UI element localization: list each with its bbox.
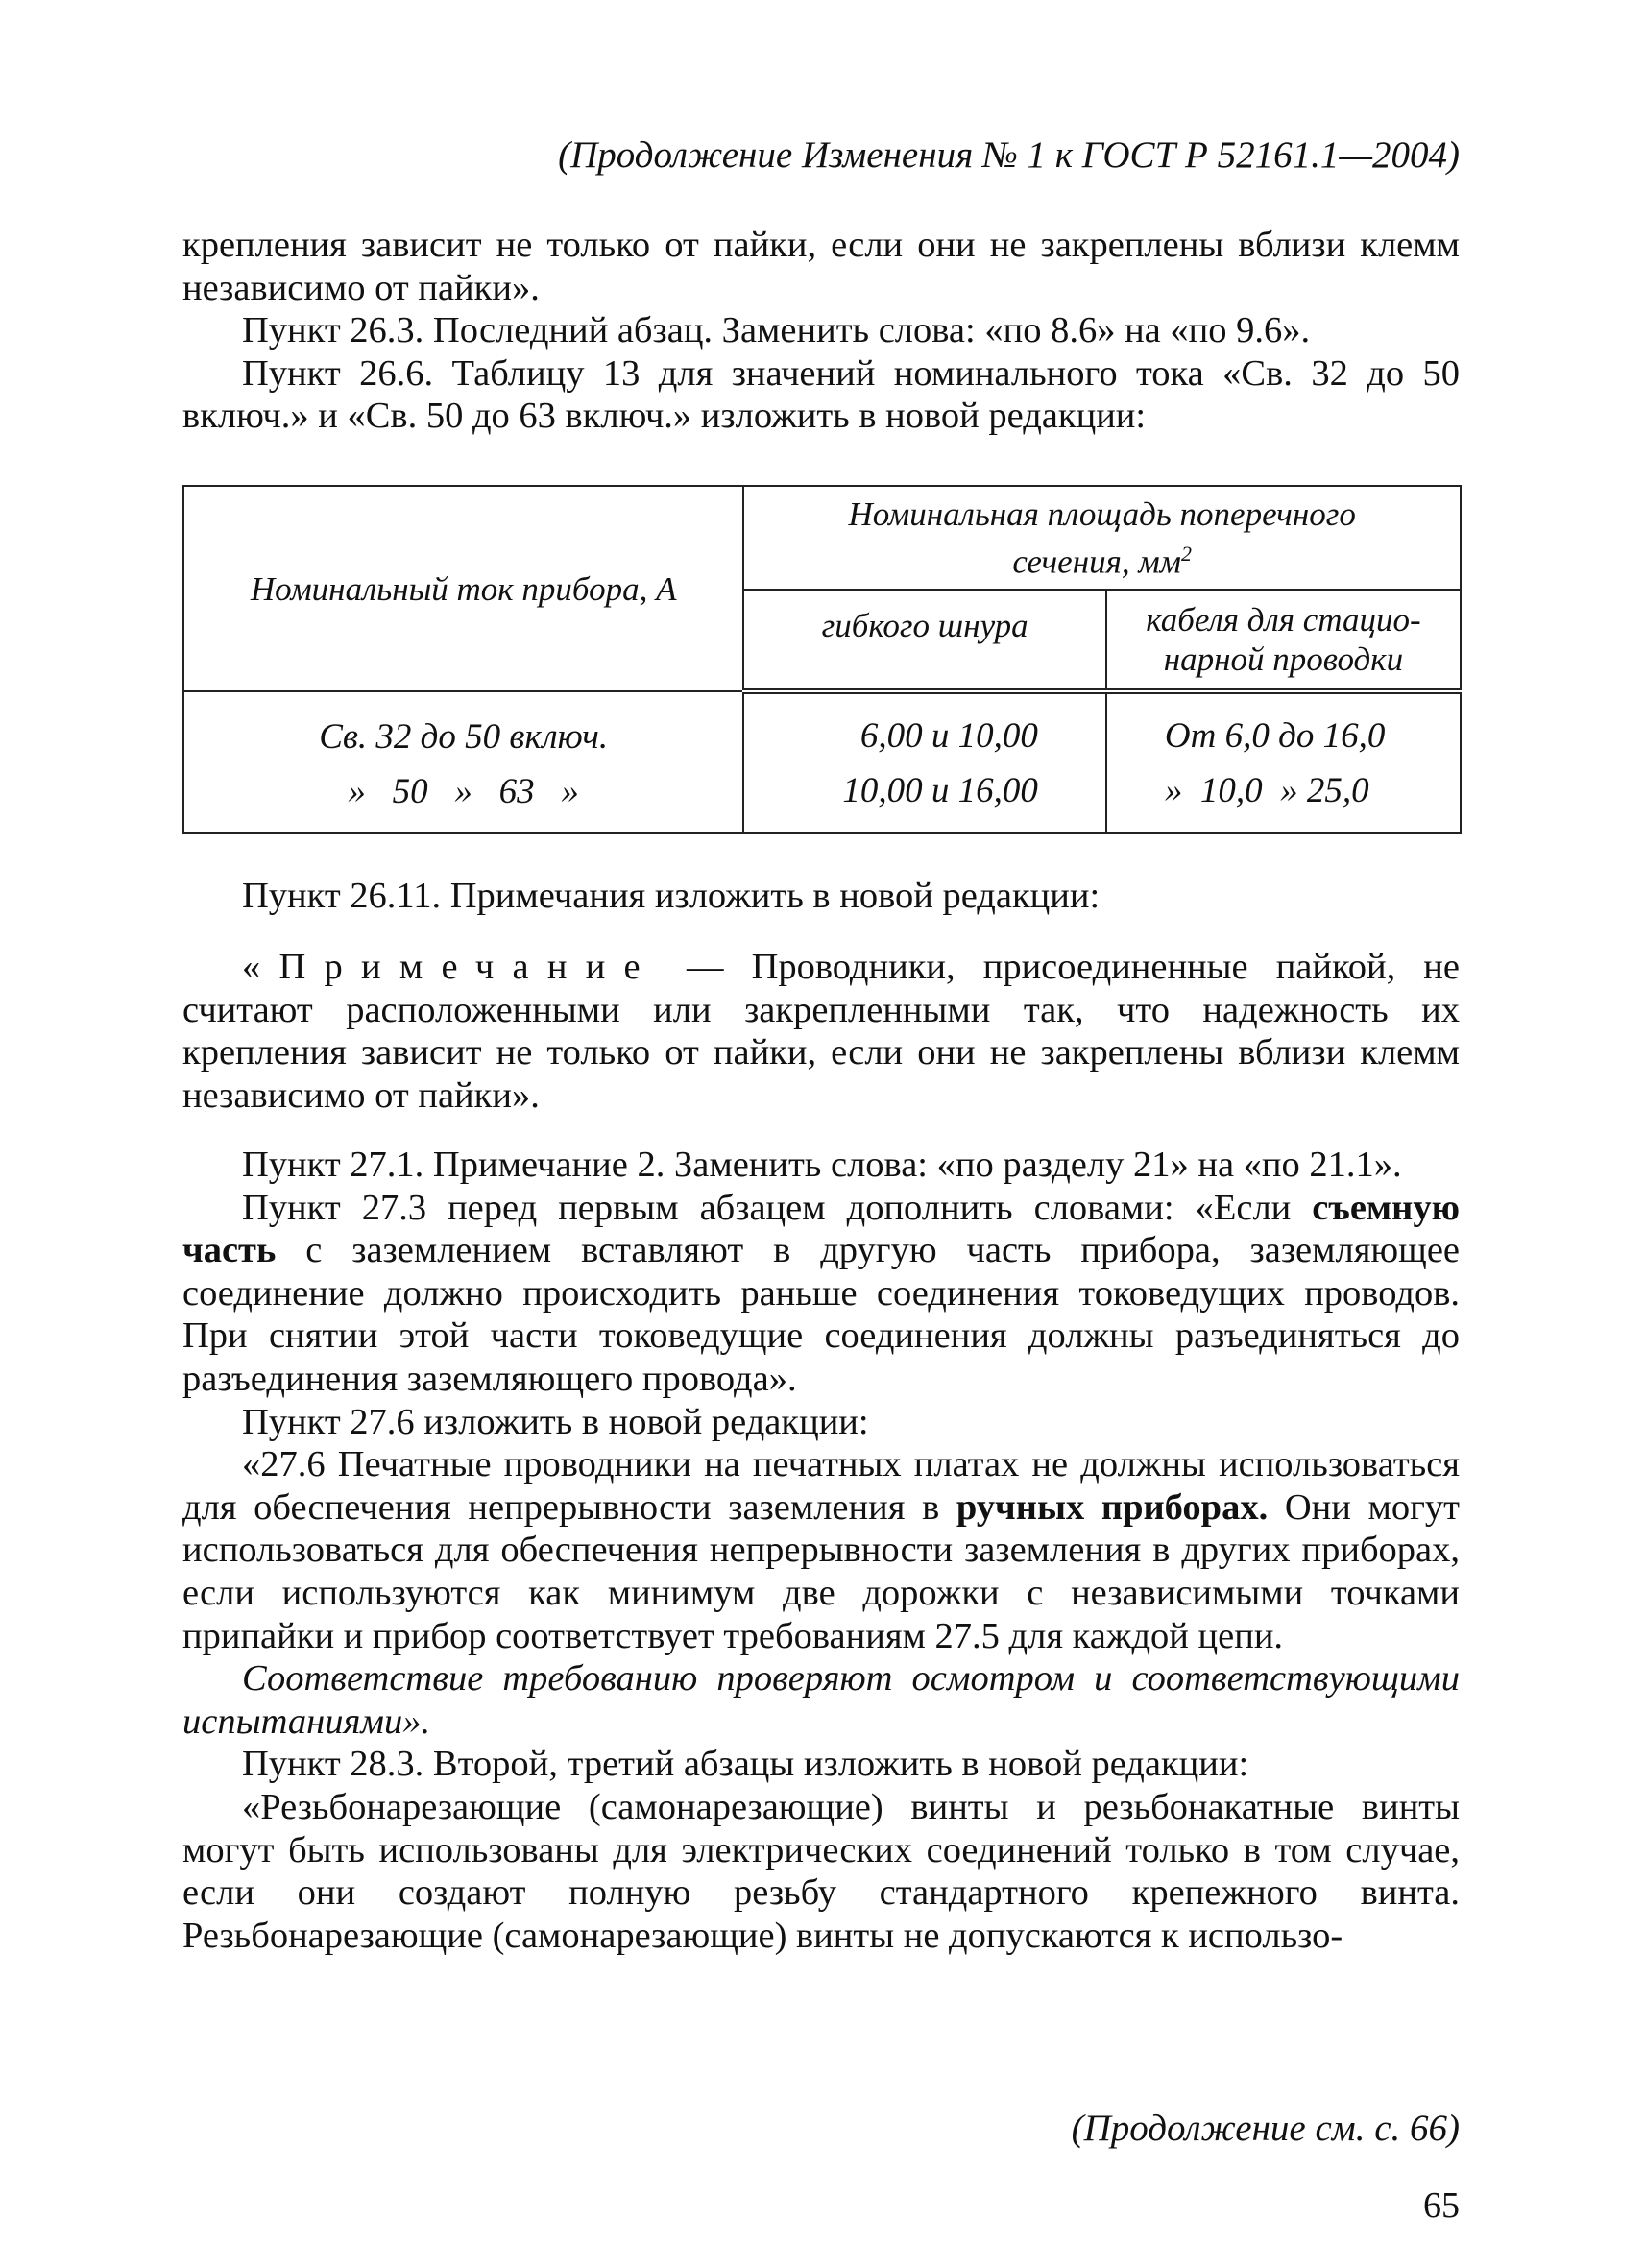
rows-cord <box>743 691 1106 833</box>
clause-26-3: Пункт 26.3. Последний абзац. Заменить слова: «по 8.6» на «по 9.6». <box>242 310 1311 351</box>
continuation-footer: (Продолжение см. с. 66) <box>1071 2108 1460 2149</box>
table-cell: » 10,0 » 25,0 <box>1164 771 1369 810</box>
table-13 <box>182 485 1462 834</box>
table-cell: От 6,0 до 16,0 <box>1164 716 1386 756</box>
clause-27-3: Пункт 27.3 перед первым абзацем дополнить словами: «Если съемную часть с заземлением вставляют в другую часть прибора, заземляющее соединение должно происходить раньше соединения токоведущих проводов. При снятии этой части токоведущие соединения должны разъединяться до разъединения заземляющего провода». <box>182 1187 1460 1399</box>
table-cell: Св. 32 до 50 включ. <box>319 717 609 757</box>
rows-cable <box>1106 691 1461 833</box>
col-header-cable: кабеля для стацио- нарной проводки <box>1106 590 1461 691</box>
rows-current <box>183 691 743 833</box>
page-number: 65 <box>1423 2185 1460 2226</box>
table-cell: 10,00 и 16,00 <box>842 771 1038 810</box>
clause-28-3-intro: Пункт 28.3. Второй, третий абзацы изложить в новой редакции: <box>242 1744 1249 1785</box>
clause-27-1: Пункт 27.1. Примечание 2. Заменить слова: «по разделу 21» на «по 21.1». <box>242 1145 1402 1185</box>
clause-26-11: Пункт 26.11. Примечания изложить в новой редакции: <box>242 876 1101 916</box>
col-header-cord: гибкого шнура <box>743 590 1106 691</box>
note-paragraph <box>182 946 1460 1117</box>
col-group-header-area: Номинальная площадь поперечного сечения, $мм^2$ <box>743 486 1461 590</box>
running-header: (Продолжение Изменения № 1 к ГОСТ Р 52161.1—2004) <box>558 134 1460 176</box>
compliance-text: Соответствие требованию проверяют осмотром и соответствующими испытаниями». <box>182 1658 1460 1742</box>
note-block <box>182 946 1460 1117</box>
col-header-current: Номинальный ток прибора, А <box>183 486 743 691</box>
clause-28-3: «Резьбонарезающие (самонарезающие) винты и резьбонакатные винты могут быть использованы для электрических соединений только в том случае, если они создают полную резьбу стандартного крепежного винта. Резьбонарезающие (самонарезающие) винты не допускаются к использо- <box>182 1786 1460 1956</box>
clause-27-6: «27.6 Печатные проводники на печатных платах не должны использоваться для обеспечения непрерывности заземления в ручных приборах. Они могут использоваться для обеспечения непрерывности заземления в других приборах, если используются как минимум две дорожки с независимыми точками припайки и прибор соответствует требованиям 27.5 для каждой цепи. <box>182 1444 1460 1656</box>
clause-26-6: Пункт 26.6. Таблицу 13 для значений номинального тока «Св. 32 до 50 включ.» и «Св. 50 до 63 включ.» изложить в новой редакции: <box>182 352 1460 437</box>
continuation-paragraph: крепления зависит не только от пайки, если они не закреплены вблизи клемм независимо от пайки». <box>182 225 1460 308</box>
note-text: — Проводники, присоединенные пайкой, не считают расположенными или закрепленными так, что надежность их крепления зависит не только от пайки, если они не закреплены вблизи клемм независимо от пайки». <box>182 947 1460 1116</box>
clause-26-11-block <box>182 875 1460 918</box>
top-text-block <box>182 224 1460 438</box>
table-cell: 6,00 и 10,00 <box>859 716 1038 756</box>
table-cell: » 50 » 63 » <box>348 772 579 811</box>
main-text-block <box>182 1144 1460 1957</box>
note-lead: «Примечание <box>242 947 659 987</box>
clause-27-6-intro: Пункт 27.6 изложить в новой редакции: <box>242 1401 869 1442</box>
